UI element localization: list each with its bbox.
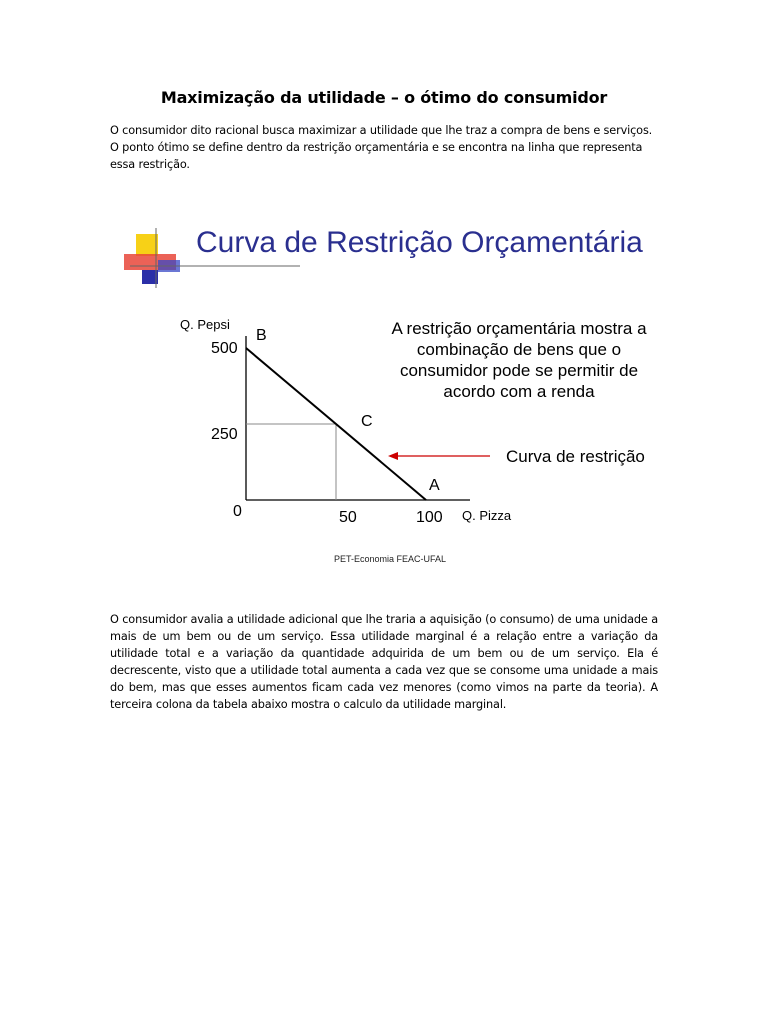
y-tick-label: 250	[211, 426, 238, 443]
x-tick-label: 50	[339, 509, 357, 526]
y-axis-label: Q. Pepsi	[180, 317, 230, 332]
document-title: Maximização da utilidade – o ótimo do consumidor	[160, 88, 608, 107]
budget-constraint-slide	[120, 218, 660, 578]
intro-line: O ponto ótimo se define dentro da restrição orçamentária e se encontra na linha que representa	[110, 141, 643, 154]
body-paragraph: O consumidor avalia a utilidade adicional que lhe traria a aquisição (o consumo) de uma unidade a mais de um bem ou de um serviço. Essa utilidade marginal é a relação entre a variação da utilidade total e a variação da quantidade adquirida de um bem ou de um serviço. Ela é decrescente, visto que a utilidade total aumenta a cada vez que se consome uma unidade a mais do bem, mas que esses aumentos ficam cada vez menores (como vimos na parte da teoria). A terceira colona da tabela abaixo mostra o calculo da utilidade marginal.	[110, 613, 658, 712]
point-label-b: B	[256, 327, 267, 344]
x-tick-label: 100	[416, 509, 443, 526]
point-label-a: A	[429, 477, 440, 494]
slide-title: Curva de Restrição Orçamentária	[196, 226, 643, 259]
constraint-annotation: A restrição orçamentária mostra a combinação de bens que o consumidor pode se permitir de acordo com a renda	[391, 319, 647, 401]
point-label-c: C	[361, 413, 373, 430]
x-axis-label: Q. Pizza	[462, 508, 512, 523]
y-tick-label: 500	[211, 340, 238, 357]
slide-credit: PET-Economia FEAC-UFAL	[333, 554, 447, 564]
arrow-label: Curva de restrição	[506, 447, 645, 466]
intro-paragraph	[110, 122, 662, 173]
origin-label: 0	[233, 503, 242, 520]
intro-line: O consumidor dito racional busca maximizar a utilidade que lhe traz a compra de bens e serviços.	[110, 124, 653, 137]
intro-line: essa restrição.	[110, 158, 190, 171]
arrow-head-icon	[388, 452, 398, 460]
deco-yellow-block	[136, 234, 158, 256]
